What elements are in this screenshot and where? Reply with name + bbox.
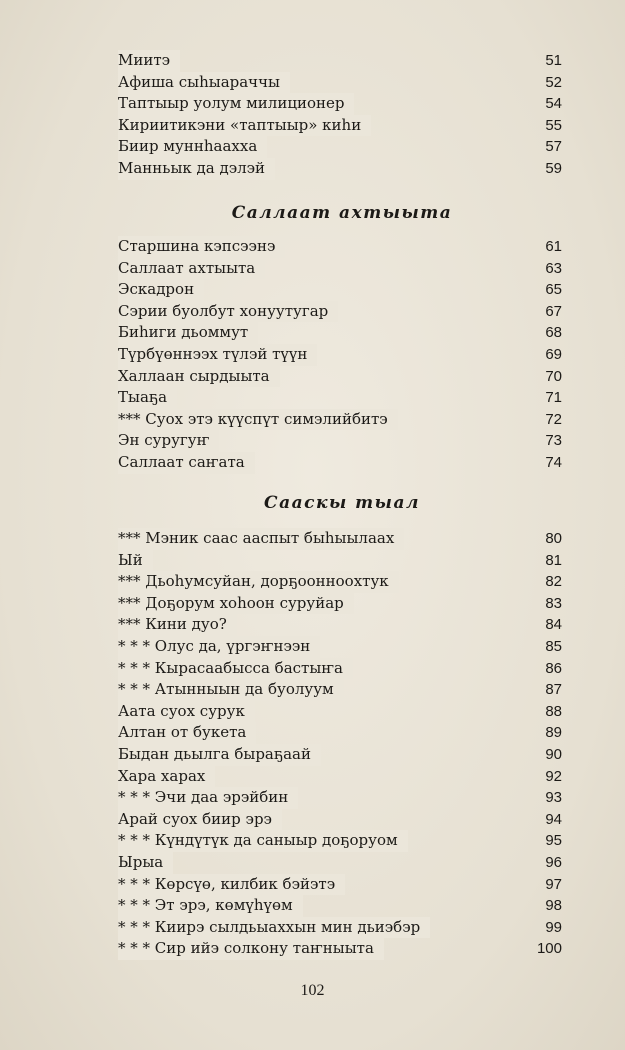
entry-title: * * * Эчи даа эрэйбин xyxy=(118,788,289,807)
entry-page-number: 93 xyxy=(545,789,562,807)
toc-entry xyxy=(118,679,566,701)
entry-page-number: 74 xyxy=(545,453,562,471)
entry-title: *** Суох этэ күүспүт симэлийбитэ xyxy=(118,409,388,428)
toc-entry xyxy=(118,158,566,180)
toc-entry xyxy=(118,895,566,917)
toc-entry xyxy=(118,409,566,431)
entry-title: Саллаат саҥата xyxy=(118,452,245,471)
entry-page-number: 63 xyxy=(545,259,562,277)
entry-title: * * * Күндүтүк да саныыр доҕоруом xyxy=(118,831,398,850)
entry-page-number: 69 xyxy=(545,345,562,363)
entry-title: Эн суругуҥ xyxy=(118,431,210,450)
entry-page-number: 90 xyxy=(545,745,562,763)
toc-entry xyxy=(118,614,566,636)
entry-page-number: 95 xyxy=(545,832,562,850)
entry-title: Арай суох биир эрэ xyxy=(118,809,272,828)
entry-title: * * * Атынныын да буолуум xyxy=(118,680,334,699)
page-number: 102 xyxy=(300,982,325,999)
entry-page-number: 97 xyxy=(545,875,562,893)
entry-page-number: 55 xyxy=(545,116,562,134)
entry-title: *** Доҕорум хоһоон суруйар xyxy=(118,593,344,612)
toc-entry xyxy=(118,766,566,788)
entry-title: Миитэ xyxy=(118,51,171,69)
toc-entry xyxy=(118,258,566,280)
toc-group-3 xyxy=(118,528,566,960)
entry-title: * * * Сир ийэ солкону таҥныыта xyxy=(118,939,374,958)
entry-page-number: 57 xyxy=(545,138,562,156)
section-title: Сааскы тыал xyxy=(264,493,420,513)
entry-title: Халлаан сырдыыта xyxy=(118,366,270,385)
toc-entry xyxy=(118,658,566,680)
toc-entry xyxy=(118,136,566,158)
toc-entry xyxy=(118,387,566,409)
entry-page-number: 52 xyxy=(545,73,562,91)
entry-page-number: 80 xyxy=(545,530,562,547)
entry-page-number: 86 xyxy=(545,659,562,677)
entry-page-number: 89 xyxy=(545,724,562,742)
toc-entry xyxy=(118,430,566,452)
entry-title: Хара харах xyxy=(118,766,206,785)
entry-title: * * * Эт эрэ, көмүһүөм xyxy=(118,896,293,915)
toc-entry xyxy=(118,636,566,658)
entry-page-number: 88 xyxy=(545,702,562,720)
toc-entry xyxy=(118,550,566,572)
toc-entry xyxy=(118,571,566,593)
entry-page-number: 81 xyxy=(545,551,562,569)
entry-title: * * * Көрсүө, килбик бэйэтэ xyxy=(118,874,336,893)
entry-title: *** Дьоһумсуйан, дорҕоонноохтук xyxy=(118,572,389,591)
entry-title: Кириитикэни «таптыыр» киһи xyxy=(118,115,362,134)
entry-title: Манньык да дэлэй xyxy=(118,158,266,177)
toc-entry xyxy=(118,874,566,896)
entry-page-number: 82 xyxy=(545,573,562,591)
toc-entry xyxy=(118,722,566,744)
entry-page-number: 85 xyxy=(545,637,562,655)
entry-title: Старшина кэпсээнэ xyxy=(118,237,276,255)
entry-page-number: 67 xyxy=(545,302,562,320)
entry-page-number: 92 xyxy=(545,767,562,785)
entry-page-number: 65 xyxy=(545,281,562,299)
entry-title: Биһиги дьоммут xyxy=(118,323,249,342)
toc-entry xyxy=(118,917,566,939)
toc-entry xyxy=(118,236,566,258)
entry-title: Сэрии буолбут хонуутугар xyxy=(118,301,329,320)
entry-page-number: 100 xyxy=(536,940,562,958)
toc-entry xyxy=(118,322,566,344)
entry-page-number: 72 xyxy=(545,410,562,428)
entry-title: *** Мэник саас ааспыт быһыылаах xyxy=(118,529,395,547)
toc-group-1 xyxy=(118,50,566,180)
entry-title: Ый xyxy=(118,550,143,569)
toc-entry xyxy=(118,50,566,72)
toc-entry xyxy=(118,301,566,323)
entry-page-number: 94 xyxy=(545,810,562,828)
toc-entry xyxy=(118,72,566,94)
entry-title: Тыаҕа xyxy=(118,388,168,407)
entry-title: Афиша сыһыараччы xyxy=(118,72,280,91)
entry-page-number: 68 xyxy=(545,324,562,342)
entry-title: Таптыыр уолум милиционер xyxy=(118,94,345,113)
entry-title: Эскадрон xyxy=(118,280,195,299)
entry-page-number: 70 xyxy=(545,367,562,385)
toc-entry xyxy=(118,938,566,960)
toc-entry xyxy=(118,344,566,366)
toc-entry xyxy=(118,787,566,809)
entry-page-number: 99 xyxy=(545,918,562,936)
entry-page-number: 98 xyxy=(545,897,562,915)
entry-title: *** Кини дуо? xyxy=(118,615,227,634)
entry-title: Биир муннһаахха xyxy=(118,137,258,156)
toc-entry xyxy=(118,528,566,550)
toc-entry xyxy=(118,452,566,474)
entry-page-number: 61 xyxy=(545,238,562,255)
toc-entry xyxy=(118,366,566,388)
entry-title: Алтан от букета xyxy=(118,723,247,742)
entry-page-number: 59 xyxy=(545,159,562,177)
entry-page-number: 73 xyxy=(545,432,562,450)
section-title: Саллаат ахтыыта xyxy=(231,203,453,223)
toc-entry xyxy=(118,115,566,137)
toc-group-2 xyxy=(118,236,566,474)
entry-title: * * * Олус да, үргэҥнээн xyxy=(118,636,311,655)
entry-title: Аата суох сурук xyxy=(118,701,245,720)
entry-page-number: 71 xyxy=(545,389,562,407)
entry-page-number: 84 xyxy=(545,616,562,634)
toc-entry xyxy=(118,593,566,615)
toc-entry xyxy=(118,744,566,766)
toc-entry xyxy=(118,809,566,831)
entry-title: Түрбүөннээх түлэй түүн xyxy=(118,344,308,363)
entry-page-number: 83 xyxy=(545,594,562,612)
toc-entry xyxy=(118,279,566,301)
toc-entry xyxy=(118,830,566,852)
entry-title: * * * Кырасаабысса бастыҥа xyxy=(118,658,343,677)
entry-title: Быдан дьылга быраҕаай xyxy=(118,744,311,763)
toc-entry xyxy=(118,93,566,115)
entry-page-number: 87 xyxy=(545,681,562,699)
entry-page-number: 54 xyxy=(545,95,562,113)
entry-page-number: 96 xyxy=(545,853,562,871)
entry-page-number: 51 xyxy=(545,52,562,69)
toc-entry xyxy=(118,852,566,874)
entry-title: * * * Киирэ сылдьыаххын мин дьиэбэр xyxy=(118,917,421,936)
toc-entry xyxy=(118,701,566,723)
entry-title: Ырыа xyxy=(118,852,164,871)
entry-title: Саллаат ахтыыта xyxy=(118,258,256,277)
